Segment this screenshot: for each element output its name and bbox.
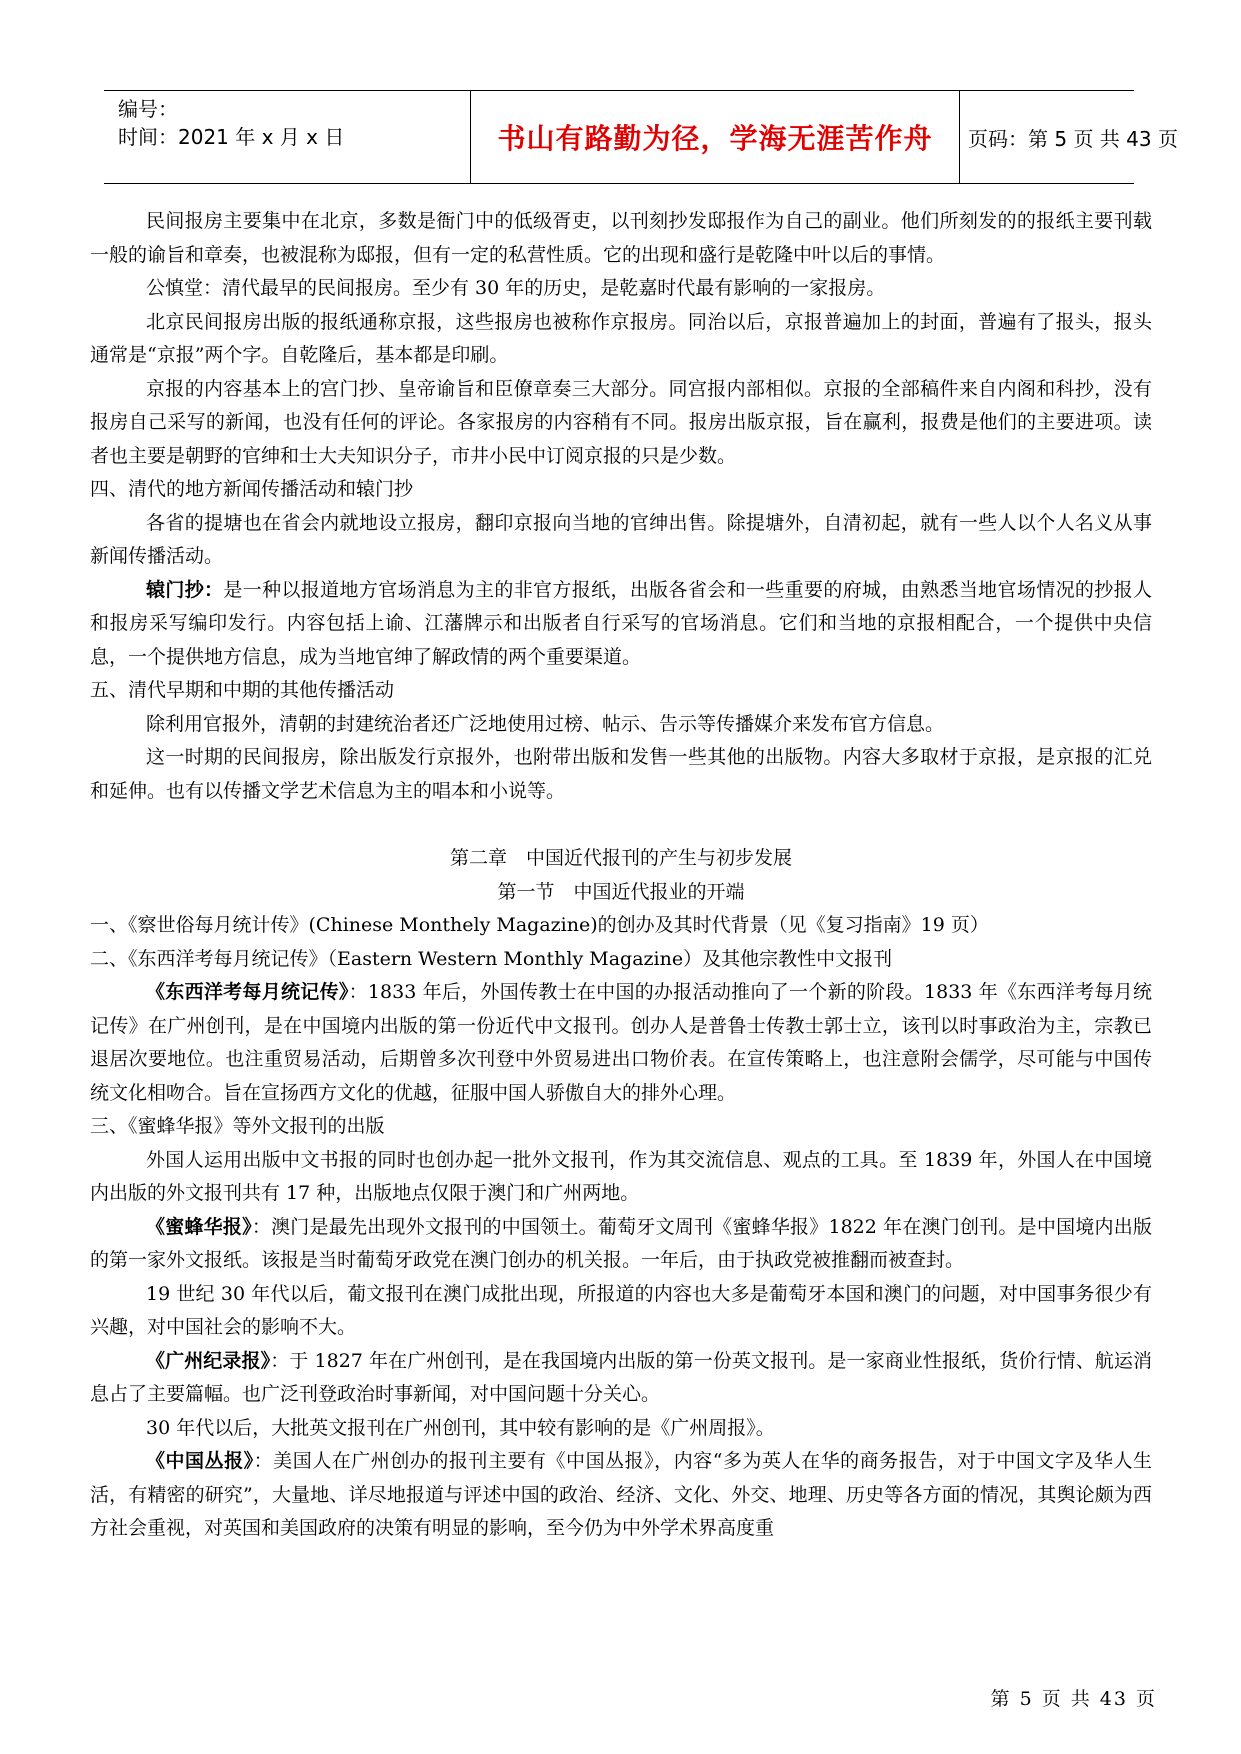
term-bold: 《广州纪录报》	[146, 1349, 271, 1372]
header-page-number: 页码：第 5 页 共 43 页	[968, 126, 1178, 151]
term-bold: 《蜜蜂华报》	[146, 1215, 252, 1238]
subsection-heading: 三、《蜜蜂华报》等外文报刊的出版	[90, 1115, 385, 1137]
header-meta	[118, 95, 458, 179]
document-number-label: 编号：	[118, 97, 178, 121]
paragraph: 外国人运用出版中文书报的同时也创办起一批外文报刊，作为其交流信息、观点的工具。至 1839 年，外国人在中国境内出版的外文报刊共有 17 种，出版地点仅限于澳门和广州两地。	[90, 1148, 1152, 1204]
paragraph: 各省的提塘也在省会内就地设立报房，翻印京报向当地的官绅出售。除提塘外，自清初起，就有一些人以个人名义从事新闻传播活动。	[90, 511, 1152, 567]
term-bold: 《中国丛报》	[146, 1450, 254, 1472]
page-footer: 第 5 页 共 43 页	[990, 1688, 1157, 1710]
paragraph	[90, 1211, 1152, 1278]
page-header	[104, 90, 1178, 184]
paragraph: 京报的内容基本上的宫门抄、皇帝谕旨和臣僚章奏三大部分。同宫报内部相似。京报的全部稿件来自内阁和科抄，没有报房自己采写的新闻，也没有任何的评论。各家报房的内容稍有不同。报房出版京报，旨在赢利，报费是他们的主要进项。读者也主要是朝野的官绅和士大夫知识分子，市井小民中订阅京报的只是少数。	[90, 377, 1152, 467]
subsection-heading: 一、《察世俗每月统计传》(Chinese Monthely Magazine)的创办及其时代背景（见《复习指南》19 页）	[90, 914, 989, 936]
subsection-heading: 二、《东西洋考每月统记传》（Eastern Western Monthly Magazine）及其他宗教性中文报刊	[90, 947, 893, 970]
paragraph-text: ：1833 年后，外国传教士在中国的办报活动推向了一个新的阶段。1833 年《东西洋考每月统记传》在广州创刊，是在中国境内出版的第一份近代中文报刊。创办人是普鲁士传教士郭士立，该刊以时事政治为主，宗教已退居次要地位。也注重贸易活动，后期曾多次刊登中外贸易进出口物价表。在宣传策略上，也注意附会儒学，尽可能与中国传统文化相吻合。旨在宣扬西方文化的优越，征服中国人骄傲自大的排外心理。	[90, 981, 1152, 1104]
paragraph-text: ：美国人在广州创办的报刊主要有《中国丛报》，内容“多为英人在华的商务报告，对于中国文字及华人生活，有精密的研究”，大量地、详尽地报道与评述中国的政治、经济、文化、外交、地理、历史等各方面的情况，其舆论颇为西方社会重视，对英国和美国政府的决策有明显的影响，至今仍为中外学术界高度重	[90, 1450, 1152, 1539]
paragraph	[90, 574, 1152, 675]
paragraph: 公慎堂：清代最早的民间报房。至少有 30 年的历史，是乾嘉时代最有影响的一家报房。	[146, 277, 886, 299]
header-motto: 书山有路勤为径，学海无涯苦作舟	[470, 91, 960, 183]
chapter-title: 第二章 中国近代报刊的产生与初步发展	[449, 847, 792, 869]
section-title: 第一节 中国近代报业的开端	[497, 880, 745, 903]
section-heading: 五、清代早期和中期的其他传播活动	[90, 679, 395, 701]
paragraph: 除利用官报外，清朝的封建统治者还广泛地使用过榜、帖示、告示等传播媒介来发布官方信息。	[146, 712, 945, 735]
paragraph	[90, 1345, 1152, 1412]
paragraph	[90, 1445, 1152, 1546]
document-time-label: 时间：2021 年 x 月 x 日	[118, 125, 345, 149]
paragraph	[90, 976, 1152, 1110]
paragraph: 民间报房主要集中在北京，多数是衙门中的低级胥吏，以刊刻抄发邸报作为自己的副业。他们所刻发的的报纸主要刊载一般的谕旨和章奏，也被混称为邸报，但有一定的私营性质。它的出现和盛行是乾隆中叶以后的事情。	[90, 210, 1152, 266]
paragraph: 30 年代以后，大批英文报刊在广州创刊，其中较有影响的是《广州周报》。	[146, 1416, 775, 1439]
paragraph: 北京民间报房出版的报纸通称京报，这些报房也被称作京报房。同治以后，京报普遍加上的封面，普遍有了报头，报头通常是“京报”两个字。自乾隆后，基本都是印刷。	[90, 310, 1152, 366]
document-body	[90, 205, 1152, 1546]
paragraph-text: 是一种以报道地方官场消息为主的非官方报纸，出版各省会和一些重要的府城，由熟悉当地官场情况的抄报人和报房采写编印发行。内容包括上谕、江藩牌示和出版者自行采写的官场消息。它们和当地的京报相配合，一个提供中央信息，一个提供地方信息，成为当地官绅了解政情的两个重要渠道。	[90, 578, 1152, 668]
paragraph-text: ：澳门是最先出现外文报刊的中国领土。葡萄牙文周刊《蜜蜂华报》1822 年在澳门创刊。是中国境内出版的第一家外文报纸。该报是当时葡萄牙政党在澳门创办的机关报。一年后，由于执政党被推翻而被查封。	[90, 1215, 1152, 1271]
term-bold: 辕门抄：	[146, 578, 224, 601]
section-heading: 四、清代的地方新闻传播活动和辕门抄	[90, 478, 414, 500]
paragraph-text: ：于 1827 年在广州创刊，是在我国境内出版的第一份英文报刊。是一家商业性报纸，货价行情、航运消息占了主要篇幅。也广泛刊登政治时事新闻，对中国问题十分关心。	[90, 1349, 1152, 1405]
term-bold: 《东西洋考每月统记传》	[146, 981, 349, 1003]
paragraph: 这一时期的民间报房，除出版发行京报外，也附带出版和发售一些其他的出版物。内容大多取材于京报，是京报的汇兑和延伸。也有以传播文学艺术信息为主的唱本和小说等。	[90, 746, 1152, 802]
paragraph: 19 世纪 30 年代以后，葡文报刊在澳门成批出现，所报道的内容也大多是葡萄牙本国和澳门的问题，对中国事务很少有兴趣，对中国社会的影响不大。	[90, 1282, 1152, 1338]
